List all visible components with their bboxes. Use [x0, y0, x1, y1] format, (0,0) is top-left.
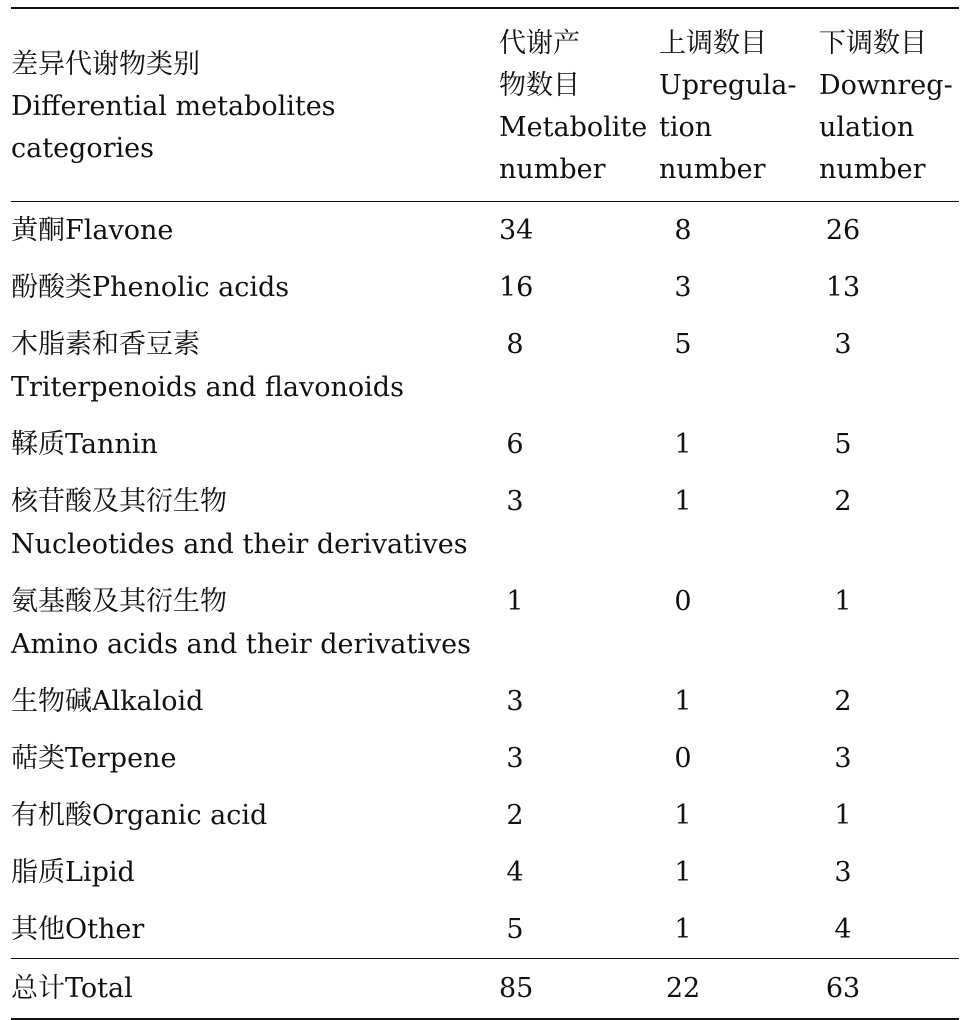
category-name: 生物碱Alkaloid — [11, 686, 204, 717]
header-downregulation — [819, 8, 959, 202]
downregulation-number-cell — [819, 316, 959, 416]
category-name: Triterpenoids and flavonoids — [11, 372, 404, 403]
table-header — [11, 8, 959, 202]
downregulation-number-value: 3 — [834, 329, 852, 360]
downregulation-number-cell — [819, 730, 959, 787]
downregulation-number-cell — [819, 844, 959, 901]
category-name: 脂质Lipid — [11, 857, 135, 888]
downregulation-number-cell — [819, 416, 959, 473]
total-metabolite-value: 85 — [499, 973, 534, 1004]
upregulation-number-cell — [659, 901, 819, 959]
table-row — [11, 673, 959, 730]
category-name: 萜类Terpene — [11, 743, 177, 774]
downregulation-number-cell — [819, 473, 959, 573]
metabolite-number-value: 8 — [506, 329, 524, 360]
table-row — [11, 473, 959, 573]
category-name: 酚酸类Phenolic acids — [11, 272, 290, 303]
total-down-value: 63 — [825, 973, 861, 1004]
header-category-line: categories — [11, 133, 154, 164]
table-row — [11, 416, 959, 473]
category-cell — [11, 416, 499, 473]
metabolite-number-cell — [499, 473, 659, 573]
total-row — [11, 959, 959, 1020]
metabolite-number-value: 3 — [506, 743, 524, 774]
metabolite-number-value: 16 — [499, 272, 534, 303]
upregulation-number-value: 1 — [674, 857, 692, 888]
table-row — [11, 730, 959, 787]
metabolite-number-value: 34 — [499, 215, 534, 246]
metabolite-number-cell — [499, 844, 659, 901]
category-name: 黄酮Flavone — [11, 215, 174, 246]
upregulation-number-cell — [659, 730, 819, 787]
upregulation-number-cell — [659, 573, 819, 673]
header-downregulation-line: Downreg- — [819, 70, 953, 101]
downregulation-number-value: 26 — [825, 215, 861, 246]
header-metabolite-line: number — [499, 154, 606, 185]
total-up-cell — [659, 959, 819, 1020]
table-row — [11, 573, 959, 673]
category-cell — [11, 901, 499, 959]
category-name: Amino acids and their derivatives — [11, 629, 471, 660]
upregulation-number-cell — [659, 316, 819, 416]
metabolite-number-value: 3 — [506, 686, 524, 717]
metabolite-number-value: 4 — [506, 857, 524, 888]
downregulation-number-value: 1 — [834, 586, 852, 617]
header-upregulation-line: tion — [659, 112, 713, 143]
category-name: 木脂素和香豆素 — [11, 329, 200, 360]
total-up-value: 22 — [665, 973, 701, 1004]
header-metabolite-line: 代谢产 — [499, 28, 580, 59]
category-name: 其他Other — [11, 914, 145, 945]
metabolite-number-cell — [499, 259, 659, 316]
metabolite-number-value: 2 — [506, 800, 524, 831]
header-downregulation-line: ulation — [819, 112, 915, 143]
category-cell — [11, 573, 499, 673]
upregulation-number-value: 0 — [674, 586, 692, 617]
upregulation-number-cell — [659, 202, 819, 260]
downregulation-number-cell — [819, 901, 959, 959]
table-row — [11, 259, 959, 316]
downregulation-number-cell — [819, 259, 959, 316]
total-down-cell — [819, 959, 959, 1020]
upregulation-number-value: 1 — [674, 429, 692, 460]
downregulation-number-value: 4 — [834, 914, 852, 945]
header-upregulation-line: 上调数目 — [659, 28, 767, 59]
total-label: 总计Total — [11, 973, 133, 1004]
category-cell — [11, 673, 499, 730]
category-cell — [11, 844, 499, 901]
upregulation-number-cell — [659, 416, 819, 473]
downregulation-number-value: 5 — [834, 429, 852, 460]
category-cell — [11, 473, 499, 573]
downregulation-number-value: 3 — [834, 857, 852, 888]
table-row — [11, 901, 959, 959]
upregulation-number-value: 0 — [674, 743, 692, 774]
table-row — [11, 844, 959, 901]
header-metabolite-line: Metabolite — [499, 112, 648, 143]
downregulation-number-value: 13 — [825, 272, 861, 303]
header-metabolite-number — [499, 8, 659, 202]
header-category-line: Differential metabolites — [11, 91, 336, 122]
metabolite-number-cell — [499, 901, 659, 959]
header-upregulation-line: Upregula- — [659, 70, 797, 101]
downregulation-number-value: 1 — [834, 800, 852, 831]
header-metabolite-line: 物数目 — [499, 70, 580, 101]
header-downregulation-line: number — [819, 154, 926, 185]
metabolite-number-cell — [499, 573, 659, 673]
upregulation-number-cell — [659, 787, 819, 844]
table-row — [11, 316, 959, 416]
category-name: 氨基酸及其衍生物 — [11, 586, 227, 617]
category-name: 有机酸Organic acid — [11, 800, 268, 831]
upregulation-number-value: 1 — [674, 486, 692, 517]
category-name: Nucleotides and their derivatives — [11, 529, 468, 560]
downregulation-number-value: 3 — [834, 743, 852, 774]
header-category-line: 差异代谢物类别 — [11, 49, 200, 80]
header-upregulation-line: number — [659, 154, 766, 185]
category-cell — [11, 202, 499, 260]
category-cell — [11, 259, 499, 316]
downregulation-number-cell — [819, 787, 959, 844]
category-name: 鞣质Tannin — [11, 429, 158, 460]
table-body — [11, 202, 959, 1020]
metabolite-number-value: 6 — [506, 429, 524, 460]
upregulation-number-value: 5 — [674, 329, 692, 360]
category-cell — [11, 316, 499, 416]
metabolite-number-cell — [499, 730, 659, 787]
table-row — [11, 787, 959, 844]
downregulation-number-cell — [819, 202, 959, 260]
upregulation-number-value: 1 — [674, 686, 692, 717]
differential-metabolites-table — [11, 7, 959, 1020]
upregulation-number-value: 1 — [674, 800, 692, 831]
downregulation-number-cell — [819, 573, 959, 673]
table-row — [11, 202, 959, 260]
upregulation-number-value: 3 — [674, 272, 692, 303]
metabolite-number-value: 1 — [506, 586, 524, 617]
upregulation-number-value: 8 — [674, 215, 692, 246]
downregulation-number-value: 2 — [834, 686, 852, 717]
metabolite-number-value: 3 — [506, 486, 524, 517]
category-cell — [11, 730, 499, 787]
metabolite-number-cell — [499, 316, 659, 416]
header-upregulation — [659, 8, 819, 202]
upregulation-number-cell — [659, 473, 819, 573]
upregulation-number-cell — [659, 259, 819, 316]
metabolite-number-cell — [499, 787, 659, 844]
upregulation-number-cell — [659, 673, 819, 730]
metabolite-number-cell — [499, 416, 659, 473]
total-metabolite-cell — [499, 959, 659, 1020]
metabolite-number-cell — [499, 673, 659, 730]
metabolite-number-value: 5 — [506, 914, 524, 945]
category-cell — [11, 787, 499, 844]
upregulation-number-cell — [659, 844, 819, 901]
metabolite-number-cell — [499, 202, 659, 260]
header-category — [11, 8, 499, 202]
upregulation-number-value: 1 — [674, 914, 692, 945]
category-name: 核苷酸及其衍生物 — [11, 486, 227, 517]
metabolites-table-container — [11, 7, 959, 1020]
header-downregulation-line: 下调数目 — [819, 28, 927, 59]
downregulation-number-value: 2 — [834, 486, 852, 517]
header-row — [11, 8, 959, 202]
downregulation-number-cell — [819, 673, 959, 730]
